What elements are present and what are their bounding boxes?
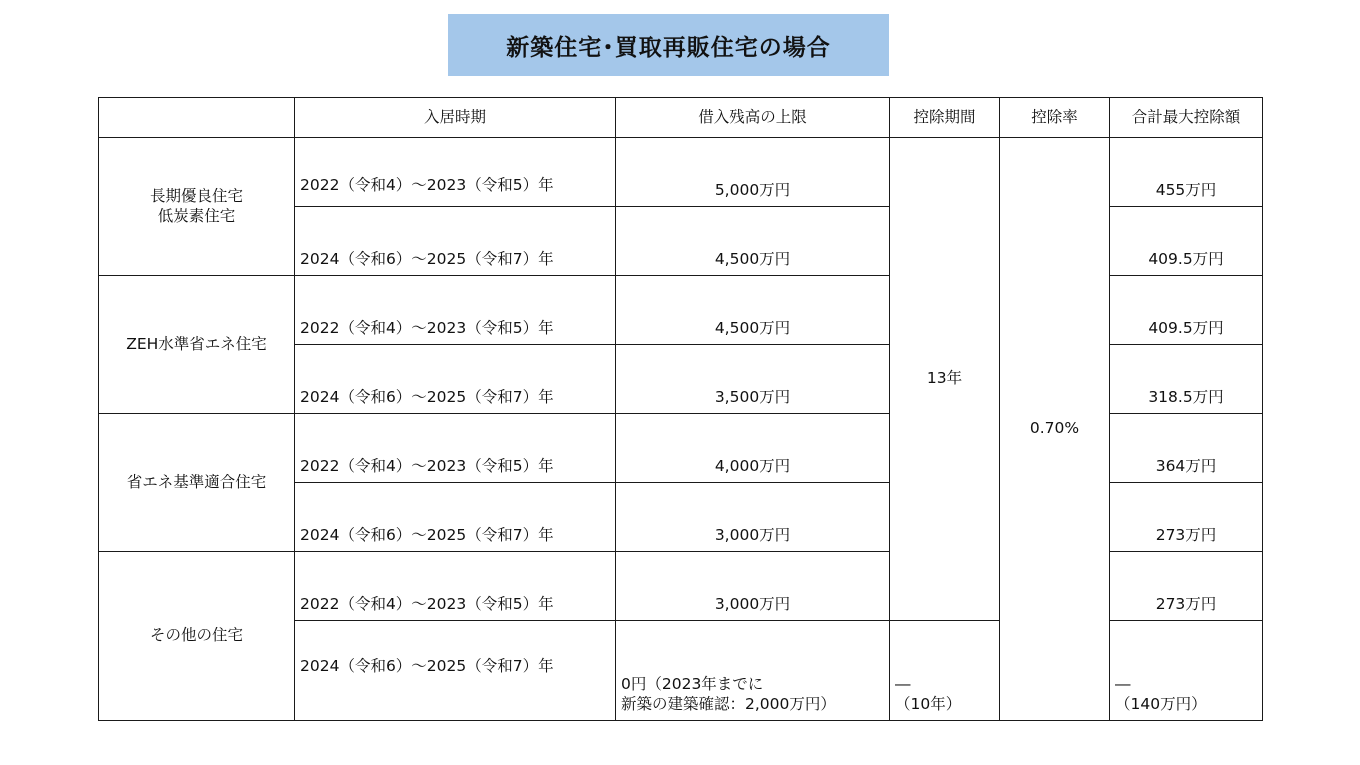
period-cell: 2022（令和4）～2023（令和5）年 (295, 414, 616, 483)
header-loan-limit: 借入残高の上限 (616, 98, 890, 138)
period-cell: 2024（令和6）～2025（令和7）年 (295, 483, 616, 552)
max-total-cell: 318.5万円 (1110, 345, 1263, 414)
loan-limit-cell: 3,000万円 (616, 552, 890, 621)
category-zeh: ZEH水準省エネ住宅 (99, 276, 295, 414)
header-row (99, 98, 1263, 138)
max-total-cell: 409.5万円 (1110, 276, 1263, 345)
max-total-cell: ― （140万円） (1110, 621, 1263, 721)
category-other: その他の住宅 (99, 552, 295, 721)
max-total-cell: 273万円 (1110, 483, 1263, 552)
deduction-table (98, 97, 1263, 721)
period-cell: 2024（令和6）～2025（令和7）年 (295, 207, 616, 276)
max-total-cell: 455万円 (1110, 138, 1263, 207)
category-long-term: 長期優良住宅 低炭素住宅 (99, 138, 295, 276)
period-cell: 2024（令和6）～2025（令和7）年 (295, 621, 616, 721)
loan-limit-cell: 4,500万円 (616, 207, 890, 276)
loan-limit-cell: 5,000万円 (616, 138, 890, 207)
loan-limit-cell: 0円（2023年までに 新築の建築確認：2,000万円） (616, 621, 890, 721)
period-cell: 2022（令和4）～2023（令和5）年 (295, 138, 616, 207)
loan-limit-cell: 4,500万円 (616, 276, 890, 345)
period-cell: 2022（令和4）～2023（令和5）年 (295, 276, 616, 345)
max-total-cell: 273万円 (1110, 552, 1263, 621)
loan-limit-cell: 3,500万円 (616, 345, 890, 414)
period-cell: 2024（令和6）～2025（令和7）年 (295, 345, 616, 414)
header-max-total: 合計最大控除額 (1110, 98, 1263, 138)
period-cell: 2022（令和4）～2023（令和5）年 (295, 552, 616, 621)
table-row (99, 138, 1263, 207)
header-deduction-rate: 控除率 (1000, 98, 1110, 138)
page-title: 新築住宅･買取再販住宅の場合 (448, 14, 889, 76)
loan-limit-cell: 4,000万円 (616, 414, 890, 483)
category-energy-standard: 省エネ基準適合住宅 (99, 414, 295, 552)
max-total-cell: 364万円 (1110, 414, 1263, 483)
header-blank (99, 98, 295, 138)
deduction-period-cell: ― （10年） (890, 621, 1000, 721)
deduction-rate-cell: 0.70% (1000, 138, 1110, 721)
max-total-cell: 409.5万円 (1110, 207, 1263, 276)
loan-limit-cell: 3,000万円 (616, 483, 890, 552)
header-move-in-period: 入居時期 (295, 98, 616, 138)
deduction-period-cell: 13年 (890, 138, 1000, 621)
header-deduction-period: 控除期間 (890, 98, 1000, 138)
